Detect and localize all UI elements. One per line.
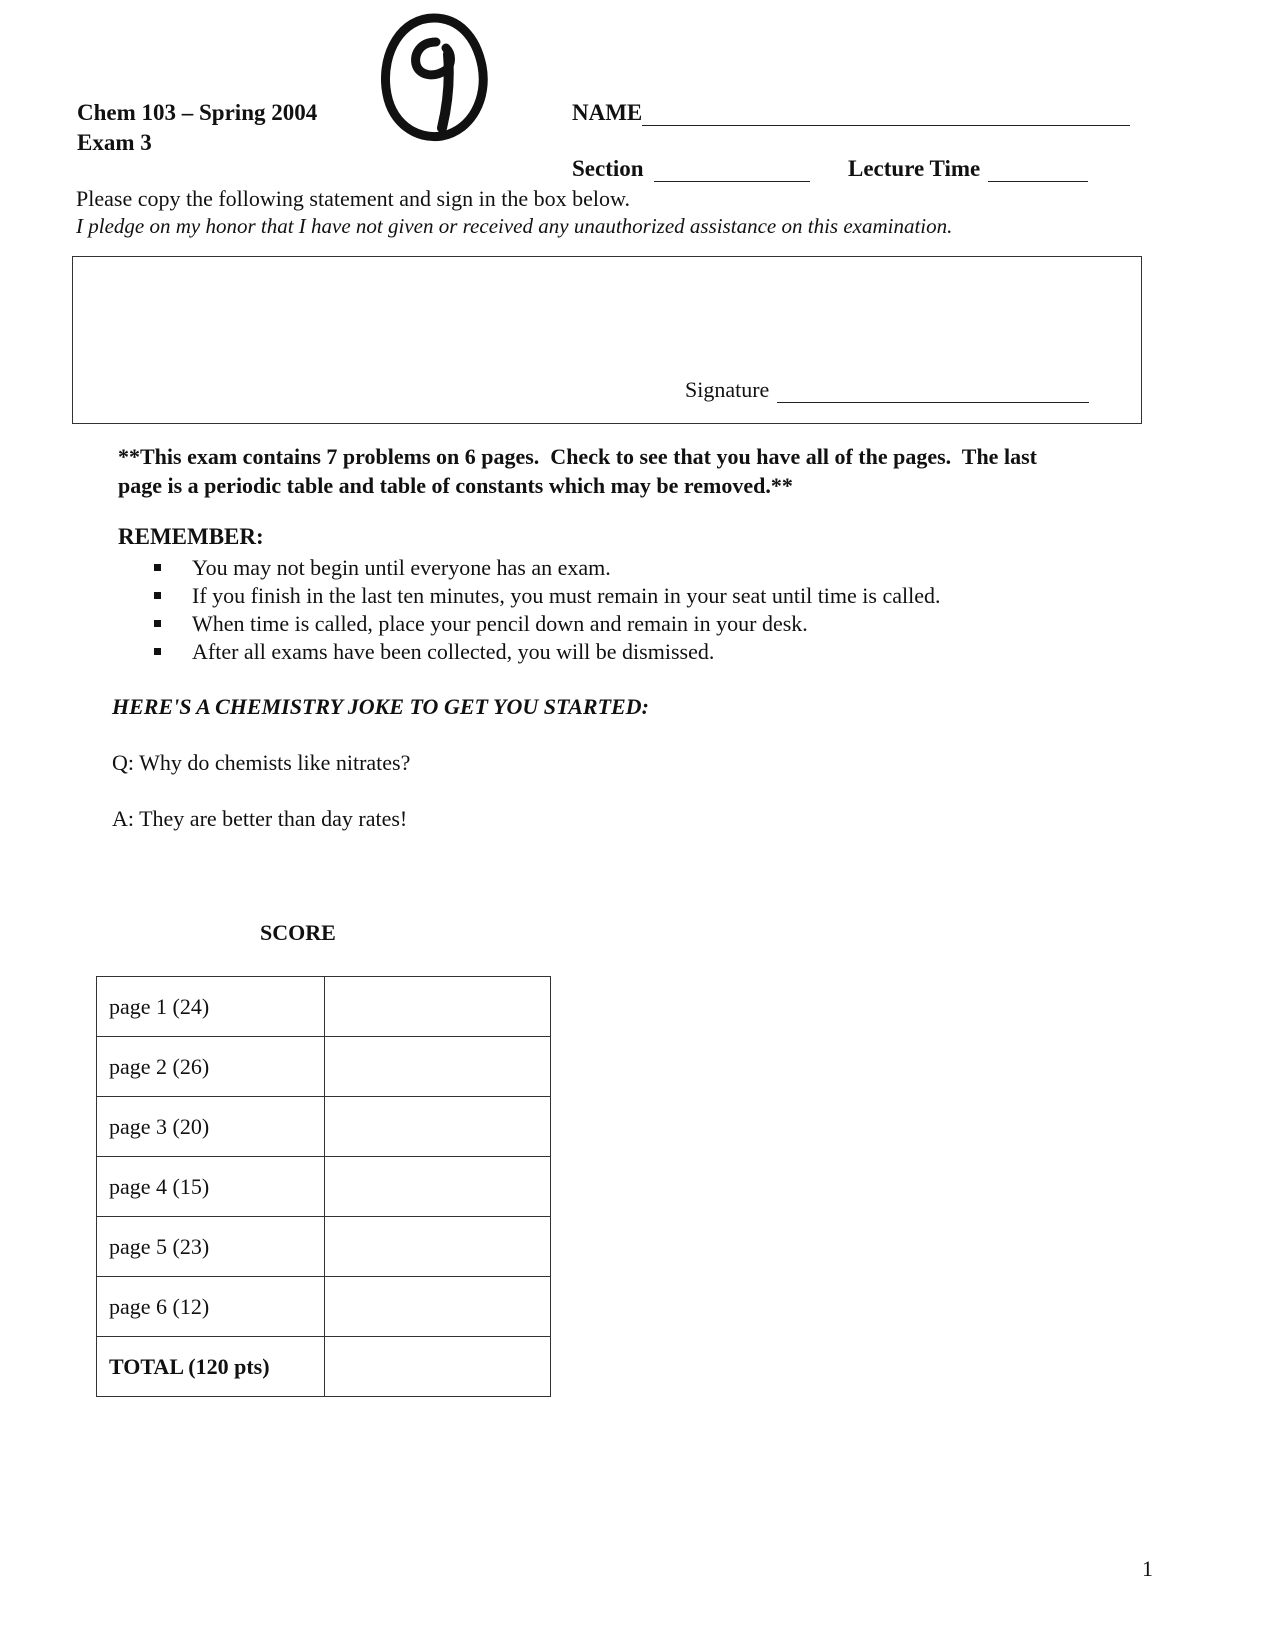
section-field[interactable]: [572, 156, 810, 182]
notice-line-2: page is a periodic table and table of constants which may be removed.**: [118, 473, 793, 498]
signature-box[interactable]: [72, 256, 1142, 424]
joke-heading: HERE'S A CHEMISTRY JOKE TO GET YOU STARTED:: [112, 694, 649, 719]
score-cell[interactable]: [325, 1037, 551, 1097]
joke-answer: A: They are better than day rates!: [112, 806, 408, 831]
table-row: [97, 1217, 551, 1277]
name-field[interactable]: [572, 100, 1130, 126]
bullet-icon: [154, 564, 161, 571]
score-cell[interactable]: [325, 1157, 551, 1217]
signature-line[interactable]: [777, 382, 1089, 403]
remember-title: REMEMBER:: [118, 524, 264, 549]
list-item: If you finish in the last ten minutes, you must remain in your seat until time is called.: [154, 582, 940, 610]
list-item: You may not begin until everyone has an exam.: [154, 554, 940, 582]
score-row-label: page 2 (26): [97, 1037, 325, 1097]
table-row: [97, 1157, 551, 1217]
score-row-label: page 5 (23): [97, 1217, 325, 1277]
score-row-label: page 4 (15): [97, 1157, 325, 1217]
score-cell[interactable]: [325, 1097, 551, 1157]
page-number: 1: [1142, 1556, 1153, 1581]
score-title: SCORE: [260, 920, 336, 945]
section-label: Section: [572, 156, 644, 181]
exam-title: Exam 3: [77, 130, 152, 155]
score-row-label: page 3 (20): [97, 1097, 325, 1157]
list-item: When time is called, place your pencil down and remain in your desk.: [154, 610, 940, 638]
handwritten-nine-mark: [376, 8, 496, 153]
signature-label: Signature: [685, 377, 770, 402]
score-row-label: page 1 (24): [97, 977, 325, 1037]
score-row-label: page 6 (12): [97, 1277, 325, 1337]
table-row: [97, 977, 551, 1037]
lecture-time-field[interactable]: [848, 156, 1088, 182]
table-row: [97, 1097, 551, 1157]
signature-field[interactable]: [685, 377, 1089, 403]
table-row: [97, 1037, 551, 1097]
score-cell[interactable]: [325, 977, 551, 1037]
section-line[interactable]: [654, 159, 810, 182]
table-row: [97, 1277, 551, 1337]
pledge-statement: I pledge on my honor that I have not given or received any unauthorized assistance on this examination.: [76, 214, 953, 238]
lecture-time-line[interactable]: [988, 159, 1088, 182]
score-cell[interactable]: [325, 1277, 551, 1337]
table-row-total: [97, 1337, 551, 1397]
bullet-icon: [154, 592, 161, 599]
name-line[interactable]: [642, 103, 1130, 126]
score-table: [96, 976, 551, 1397]
lecture-time-label: Lecture Time: [848, 156, 981, 181]
notice-line-1: **This exam contains 7 problems on 6 pages. Check to see that you have all of the pages. The last: [118, 444, 1037, 469]
remember-section: [118, 524, 940, 666]
bullet-icon: [154, 620, 161, 627]
score-total-cell[interactable]: [325, 1337, 551, 1397]
pledge-instruction: Please copy the following statement and sign in the box below.: [76, 186, 630, 211]
bullet-icon: [154, 648, 161, 655]
joke-question: Q: Why do chemists like nitrates?: [112, 750, 411, 775]
score-total-label: TOTAL (120 pts): [97, 1337, 325, 1397]
name-label: NAME: [572, 100, 643, 125]
exam-notice: [118, 442, 1178, 500]
course-title: Chem 103 – Spring 2004: [77, 100, 318, 125]
list-item: After all exams have been collected, you will be dismissed.: [154, 638, 940, 666]
remember-list: [154, 554, 940, 666]
score-cell[interactable]: [325, 1217, 551, 1277]
